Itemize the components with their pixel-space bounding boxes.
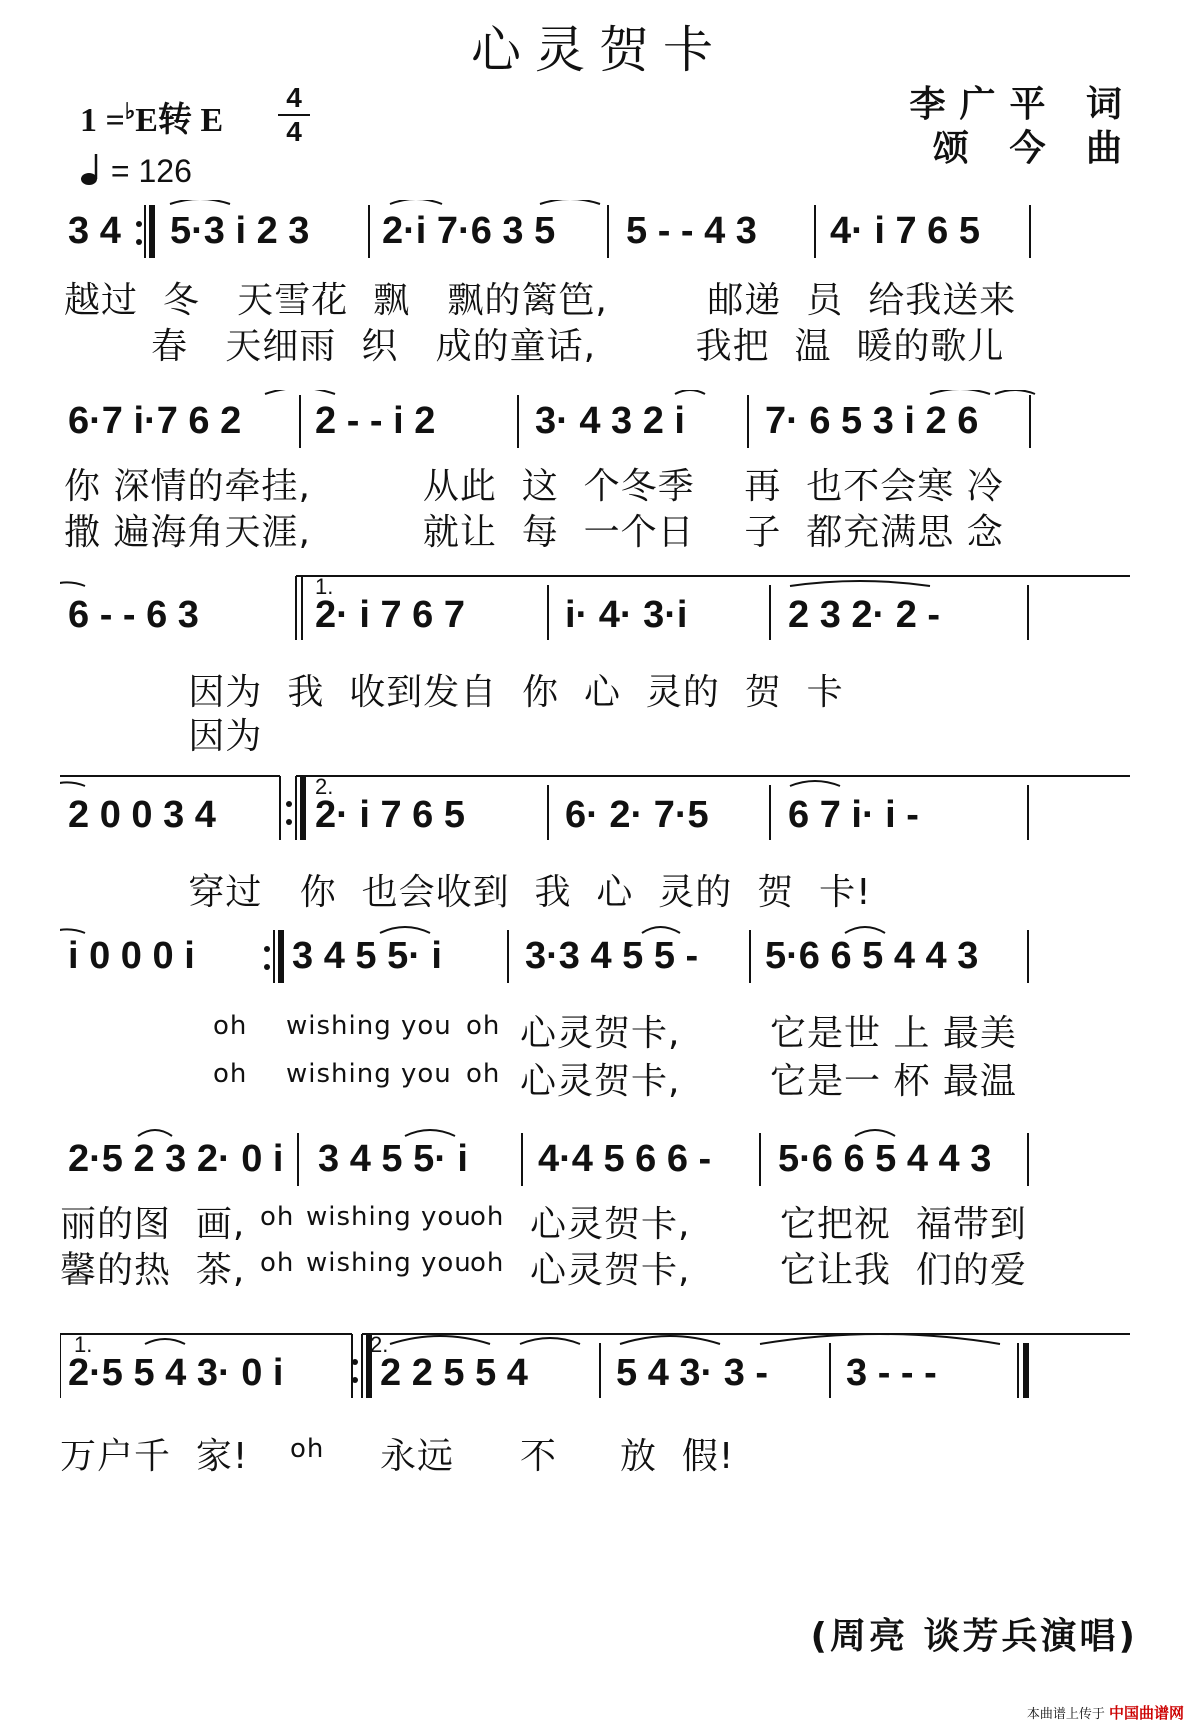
score-system-6: [60, 1128, 1138, 1291]
lyricist-credit: 李广平 词: [909, 83, 1136, 125]
lyric-v1-rest: 它把祝 福带到: [780, 1204, 1027, 1245]
measure-26: 2 2 5 5 4: [380, 1352, 528, 1394]
lyric-v1-wishing: wishing you: [286, 1011, 452, 1041]
flat-sign: ♭: [124, 98, 136, 124]
measure-2: 2·i 7·6 3 5: [382, 210, 556, 252]
lyric-not: 不: [520, 1436, 558, 1477]
time-signature: [278, 84, 310, 146]
tempo-value: = 126: [110, 153, 192, 189]
measure-22: 3 4 5 5· i: [318, 1138, 468, 1180]
measure-25: 2·5 5 4 3· 0 i: [68, 1352, 284, 1394]
site-name: 中国曲谱网: [1108, 1704, 1184, 1722]
lyric-v1-card: 心灵贺卡,: [520, 1013, 681, 1054]
lyric-v2-oh-1: oh: [213, 1059, 248, 1089]
score-system-5: [60, 925, 1138, 1102]
lyric-v2-rest: 它让我 们的爱: [780, 1250, 1027, 1291]
lyric-verse-1: 穿过 你 也会收到 我 心 灵的 贺 卡!: [64, 872, 872, 913]
measure-18: 3 4 5 5· i: [292, 935, 442, 977]
lyric-v1-rest: 它是世 上 最美: [770, 1013, 1017, 1054]
lyric-v1-oh-2: oh: [470, 1202, 505, 1232]
measure-28: 3 - - -: [846, 1352, 937, 1394]
lyric-verse-1: 因为 我 收到发自 你 心 灵的 贺 卡: [64, 672, 844, 713]
lyric-v2-wishing: wishing you: [286, 1059, 452, 1089]
measure-11: i· 4· 3·i: [565, 594, 688, 636]
ending-2-label: 2.: [370, 1332, 389, 1357]
lyric-v1-oh-2: oh: [466, 1011, 501, 1041]
lyric-v2-rest: 它是一 杯 最温: [770, 1061, 1017, 1102]
measure-14: 2· i 7 6 5: [315, 794, 465, 836]
site-watermark: [1027, 1702, 1184, 1723]
key-text: E转 E: [135, 102, 224, 139]
score-system-3: [60, 574, 1138, 757]
lyric-v1-card: 心灵贺卡,: [530, 1204, 691, 1245]
key-signature: [80, 92, 223, 141]
lyric-v2-card: 心灵贺卡,: [530, 1250, 691, 1291]
score-system-2: [60, 390, 1138, 553]
measure-17: i 0 0 0 i: [68, 935, 195, 977]
measure-7: 3· 4 3 2 i: [535, 400, 685, 442]
lyric-verse-2: 春 天细雨 织 成的童话, 我把 温 暖的歌儿: [64, 326, 1005, 367]
lyric-v1-wishing: wishing you: [306, 1202, 472, 1232]
composer-credit: 颂 今 曲: [932, 127, 1136, 169]
time-sig-top: 4: [286, 82, 302, 113]
lyric-verse-2: 因为: [64, 716, 263, 757]
measure-20: 5·6 6 5 4 4 3: [765, 935, 979, 977]
lyric-v2-card: 心灵贺卡,: [520, 1061, 681, 1102]
page-title: 心灵贺卡: [471, 21, 727, 79]
measure-5: 6·7 i·7 6 2: [68, 400, 242, 442]
measure-1: 5·3 i 2 3: [170, 210, 310, 252]
upload-note: 本曲谱上传于: [1026, 1707, 1105, 1722]
key-prefix: 1 =: [80, 102, 125, 139]
measure-16: 6 7 i· i -: [788, 794, 919, 836]
measure-21: 2·5 2 3 2· 0 i: [68, 1138, 284, 1180]
ending-1-label: 1.: [315, 574, 334, 599]
tempo-marking: [80, 152, 192, 190]
lyric-verse-2: 撒 遍海角天涯, 就让 每 一个日 子 都充满思 念: [64, 512, 1004, 553]
measure-13: 2 0 0 3 4: [68, 794, 216, 836]
measure-27: 5 4 3· 3 -: [616, 1352, 769, 1394]
measure-8: 7· 6 5 3 i 2 6: [765, 400, 979, 442]
measure-24: 5·6 6 5 4 4 3: [778, 1138, 992, 1180]
ending-2-label: 2.: [315, 774, 334, 799]
measure-pickup: 3 4: [68, 210, 121, 252]
measure-23: 4·4 5 6 6 -: [538, 1138, 712, 1180]
score-system-4: [60, 774, 1138, 913]
lyric-holiday: 放 假!: [620, 1436, 735, 1477]
ending-1-label: 1.: [74, 1332, 93, 1357]
lyric-v2-oh-2: oh: [470, 1248, 505, 1278]
measure-19: 3·3 4 5 5 -: [525, 935, 699, 977]
lyric-forever: 永远: [380, 1436, 455, 1477]
lyric-v2-a: 馨的热 茶,: [60, 1250, 246, 1291]
score-system-1: [60, 200, 1138, 367]
lyric-v2-wishing: wishing you: [306, 1248, 472, 1278]
measure-10: 2· i 7 6 7: [315, 594, 465, 636]
measure-4: 4· i 7 6 5: [830, 210, 980, 252]
measure-9: 6 - - 6 3: [68, 594, 199, 636]
lyric-a: 万户千 家!: [60, 1436, 249, 1477]
lyric-v2-oh-1: oh: [260, 1248, 295, 1278]
measure-15: 6· 2· 7·5: [565, 794, 709, 836]
quarter-note-icon: [80, 152, 102, 186]
measure-6: 2 - - i 2: [315, 400, 436, 442]
lyric-verse-1: 你 深情的牵挂, 从此 这 个冬季 再 也不会寒 冷: [64, 466, 1004, 507]
lyric-verse-1: 越过 冬 天雪花 飘 飘的篱笆, 邮递 员 给我送来: [64, 280, 1017, 321]
measure-12: 2 3 2· 2 -: [788, 594, 941, 636]
lyric-v2-oh-2: oh: [466, 1059, 501, 1089]
lyric-v1-a: 丽的图 画,: [60, 1204, 246, 1245]
score-system-7: [60, 1332, 1138, 1477]
lyric-v1-oh-1: oh: [213, 1011, 248, 1041]
measure-3: 5 - - 4 3: [626, 210, 757, 252]
lyric-v1-oh-1: oh: [260, 1202, 295, 1232]
performers-credit: (周亮 谈芳兵演唱): [810, 1616, 1138, 1657]
time-sig-bottom: 4: [286, 116, 302, 147]
lyric-oh: oh: [290, 1434, 325, 1464]
